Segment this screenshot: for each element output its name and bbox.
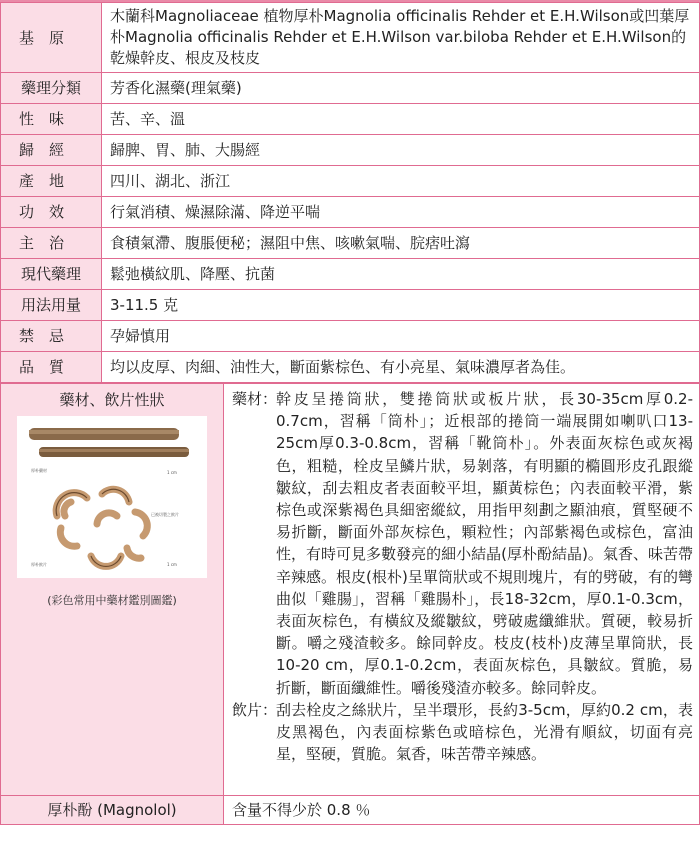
row-value: 3-11.5 克 [102,290,700,321]
row-label [1,135,102,166]
properties-left-panel [1,384,224,796]
yinpian-description [232,699,693,766]
row-nature-taste [1,104,700,135]
row-value: 食積氣滯、腹脹便秘；濕阻中焦、咳嗽氣喘、脘痞吐瀉 [102,228,700,259]
row-label [1,166,102,197]
label-text: 品 質 [19,358,65,376]
label-text: 主 治 [19,234,65,252]
row-quality [1,352,700,383]
yinpian-text: 刮去栓皮之絲狀片，呈半環形，長約3-5cm，厚約0.2 cm，表皮黑褐色，內表面棕紫色或暗棕色，光滑有順紋，切面有亮星，堅硬，質脆。氣香，味苦帶辛辣感。 [276,700,693,764]
row-value: 均以皮厚、肉細、油性大，斷面紫棕色、有小亮星、氣味濃厚者為佳。 [102,352,700,383]
assay-label: 厚朴酚 (Magnolol) [1,796,224,825]
row-value: 四川、湖北、浙江 [102,166,700,197]
row-origin-region [1,166,700,197]
properties-row [1,384,700,796]
row-value: 行氣消積、燥濕除滿、降逆平喘 [102,197,700,228]
row-label: 現代藥理 [1,259,102,290]
label-text: 基 原 [19,28,65,47]
label-text: 產 地 [19,172,65,190]
label-text: 功 效 [19,203,65,221]
label-text: 性 味 [19,110,65,128]
row-label [1,321,102,352]
herb-monograph-table [0,2,700,383]
photo-caption: (彩色常用中藥材鑑別圖鑑) [47,594,177,607]
row-modern-pharmacology [1,259,700,290]
row-value: 歸脾、胃、肺、大腸經 [102,135,700,166]
row-value: 芳香化濕藥(理氣藥) [102,73,700,104]
row-indication [1,228,700,259]
row-label [1,104,102,135]
properties-heading: 藥材、飲片性狀 [59,391,165,409]
photo-label-piece: 厚朴飲片 [31,562,47,567]
assay-value: 含量不得少於 0.8 ％ [224,796,700,825]
yaocai-description [232,388,693,699]
row-label: 用法用量 [1,290,102,321]
row-pharmacology-class [1,73,700,104]
row-value: 苦、辛、溫 [102,104,700,135]
yaocai-key: 藥材： [232,390,278,408]
row-label [1,352,102,383]
row-value: 木蘭科Magnoliaceae 植物厚朴Magnolia officinalis Rehder et E.H.Wilson或凹葉厚朴Magnolia officinalis Rehder et E.H.Wilson var.biloba Rehder et E.H.Wilson的乾燥幹皮、根皮及枝皮 [102,3,700,73]
row-label [1,3,102,73]
row-label [1,197,102,228]
row-origin [1,3,700,73]
properties-right-panel [224,384,700,796]
photo-label-stem: 厚朴藥材 [31,468,47,473]
row-contraindication [1,321,700,352]
photo-label-slice-note: 已被切製之飲片 [151,512,179,517]
row-effect [1,197,700,228]
row-meridian [1,135,700,166]
yaocai-text: 幹皮呈捲筒狀，雙捲筒狀或板片狀，長30-35cm厚0.2-0.7cm，習稱「筒朴」；近根部的捲筒一端展開如喇叭口13-25cm厚0.3-0.8cm，習稱「靴筒朴」。外表面灰棕色或灰褐色，粗糙，栓皮呈鱗片狀，易剝落，有明顯的橢圓形皮孔跟縱皺紋，刮去粗皮者表面較平坦，顯黃棕色；內表面較平滑，紫棕色或深紫褐色具細密縱紋，用指甲刻劃之顯油痕，質堅硬不易折斷，斷面外部灰棕色，顆粒性；內部紫褐色或棕色，富油性，有時可見多數發亮的細小結晶(厚朴酚結晶)。氣香、味苦帶辛辣感。根皮(根朴)呈單筒狀或不規則塊片，有的劈破，有的彎曲似「雞腸」，習稱「雞腸朴」，長18-32cm，厚0.1-0.3cm，表面灰棕色，有橫紋及縱皺紋，劈破處纖維狀。質硬，較易折斷。嚼之殘渣較多。餘同幹皮。枝皮(枝朴)皮薄呈單筒狀，長10-20 cm，厚0.1-0.2cm，表面灰棕色，具皺紋。質脆，易折斷，斷面纖維性。嚼後殘渣亦較多。餘同幹皮。 [276,390,693,697]
assay-row [1,796,700,825]
row-value: 鬆弛橫紋肌、降壓、抗菌 [102,259,700,290]
row-label: 藥理分類 [1,73,102,104]
properties-table [0,383,700,825]
label-text: 禁 忌 [19,327,65,345]
yinpian-key: 飲片： [232,700,278,719]
herb-photo [17,416,207,578]
row-dosage [1,290,700,321]
label-text: 歸 經 [19,141,65,159]
photo-label-scale-bottom: 1 cm [167,562,177,567]
row-value: 孕婦慎用 [102,321,700,352]
photo-label-scale-top: 1 cm [167,470,177,475]
row-label [1,228,102,259]
